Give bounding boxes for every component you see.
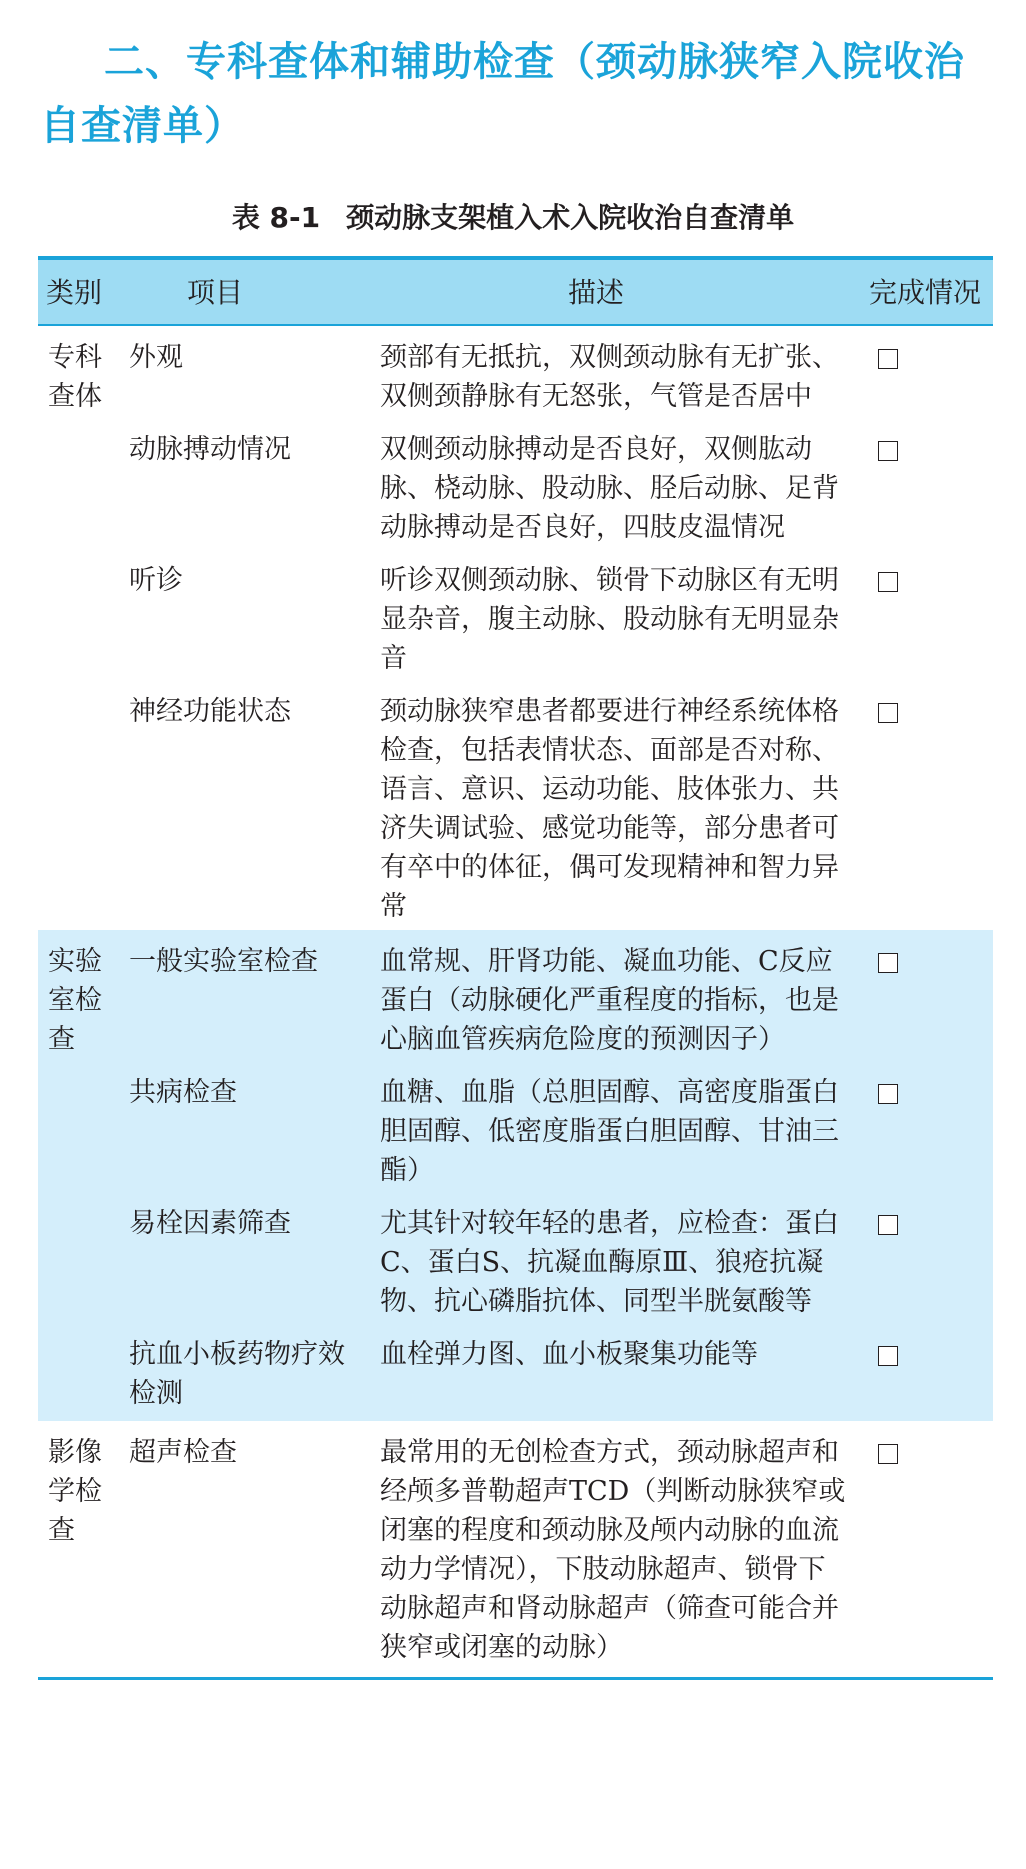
status-cell xyxy=(854,1335,993,1421)
column-header-category: 类别 xyxy=(38,258,125,325)
completion-checkbox[interactable] xyxy=(878,1346,898,1366)
description-cell: 颈动脉狭窄患者都要进行神经系统体格检查，包括表情状态、面部是否对称、语言、意识、运动功能、肢体张力、共济失调试验、感觉功能等，部分患者可有卒中的体征，偶可发现精神和智力异常 xyxy=(380,696,839,922)
description-cell: 双侧颈动脉搏动是否良好，双侧肱动脉、桡动脉、股动脉、胫后动脉、足背动脉搏动是否良好，四肢皮温情况 xyxy=(380,434,839,543)
status-cell xyxy=(854,1204,993,1335)
section-lab-tests xyxy=(38,930,993,1421)
completion-checkbox[interactable] xyxy=(878,703,898,723)
section-physical-exam xyxy=(38,325,993,930)
category-cell: 实验室检查 xyxy=(48,946,102,1055)
status-cell xyxy=(854,692,993,930)
status-cell xyxy=(854,561,993,692)
completion-checkbox[interactable] xyxy=(878,572,898,592)
section-heading: 二、专科查体和辅助检查（颈动脉狭窄入院收治自查清单） xyxy=(40,38,965,149)
description-cell: 血糖、血脂（总胆固醇、高密度脂蛋白胆固醇、低密度脂蛋白胆固醇、甘油三酯） xyxy=(380,1077,839,1186)
status-cell xyxy=(854,430,993,561)
table-row xyxy=(38,1204,993,1335)
completion-checkbox[interactable] xyxy=(878,1084,898,1104)
table-row xyxy=(38,1073,993,1204)
item-cell: 神经功能状态 xyxy=(129,696,291,727)
table-title: 颈动脉支架植入术入院收治自查清单 xyxy=(346,201,795,234)
completion-checkbox[interactable] xyxy=(878,953,898,973)
item-cell: 易栓因素筛查 xyxy=(129,1208,291,1239)
item-cell: 超声检查 xyxy=(125,1421,370,1679)
item-cell: 一般实验室检查 xyxy=(129,946,318,977)
status-cell xyxy=(854,930,993,1073)
table-row xyxy=(38,930,993,1073)
section-imaging xyxy=(38,1421,993,1679)
description-cell: 血栓弹力图、血小板聚集功能等 xyxy=(380,1339,758,1370)
category-cell: 专科查体 xyxy=(48,342,102,412)
checklist-table xyxy=(38,256,993,1680)
status-cell xyxy=(854,1421,993,1679)
table-header xyxy=(38,258,993,325)
table-row xyxy=(38,325,993,430)
item-cell: 听诊 xyxy=(129,565,183,596)
completion-checkbox[interactable] xyxy=(878,1215,898,1235)
category-cell: 影像学检查 xyxy=(38,1421,125,1679)
description-cell: 听诊双侧颈动脉、锁骨下动脉区有无明显杂音，腹主动脉、股动脉有无明显杂音 xyxy=(380,565,839,674)
item-cell: 抗血小板药物疗效检测 xyxy=(129,1339,345,1409)
table-row xyxy=(38,1335,993,1421)
status-cell xyxy=(854,325,993,430)
column-header-item: 项目 xyxy=(125,258,370,325)
table-row xyxy=(38,561,993,692)
completion-checkbox[interactable] xyxy=(878,349,898,369)
description-cell: 血常规、肝肾功能、凝血功能、C反应蛋白（动脉硬化严重程度的指标，也是心脑血管疾病危险度的预测因子） xyxy=(380,946,839,1055)
item-cell: 动脉搏动情况 xyxy=(129,434,291,465)
table-number: 表 8-1 xyxy=(231,201,321,234)
description-cell: 尤其针对较年轻的患者，应检查：蛋白C、蛋白S、抗凝血酶原Ⅲ、狼疮抗凝物、抗心磷脂抗体、同型半胱氨酸等 xyxy=(380,1208,839,1317)
item-cell: 共病检查 xyxy=(129,1077,237,1108)
completion-checkbox[interactable] xyxy=(878,1444,898,1464)
table-row xyxy=(38,692,993,930)
item-cell: 外观 xyxy=(129,342,183,373)
table-caption xyxy=(0,196,1026,236)
table-row xyxy=(38,1421,993,1679)
column-header-status: 完成情况 xyxy=(854,258,993,325)
description-cell: 最常用的无创检查方式，颈动脉超声和经颅多普勒超声TCD（判断动脉狭窄或闭塞的程度和颈动脉及颅内动脉的血流动力学情况），下肢动脉超声、锁骨下动脉超声和肾动脉超声（筛查可能合并狭窄或闭塞的动脉） xyxy=(370,1421,854,1679)
description-cell: 颈部有无抵抗，双侧颈动脉有无扩张、双侧颈静脉有无怒张，气管是否居中 xyxy=(380,342,839,412)
status-cell xyxy=(854,1073,993,1204)
table-row xyxy=(38,430,993,561)
column-header-description: 描述 xyxy=(370,258,854,325)
completion-checkbox[interactable] xyxy=(878,441,898,461)
